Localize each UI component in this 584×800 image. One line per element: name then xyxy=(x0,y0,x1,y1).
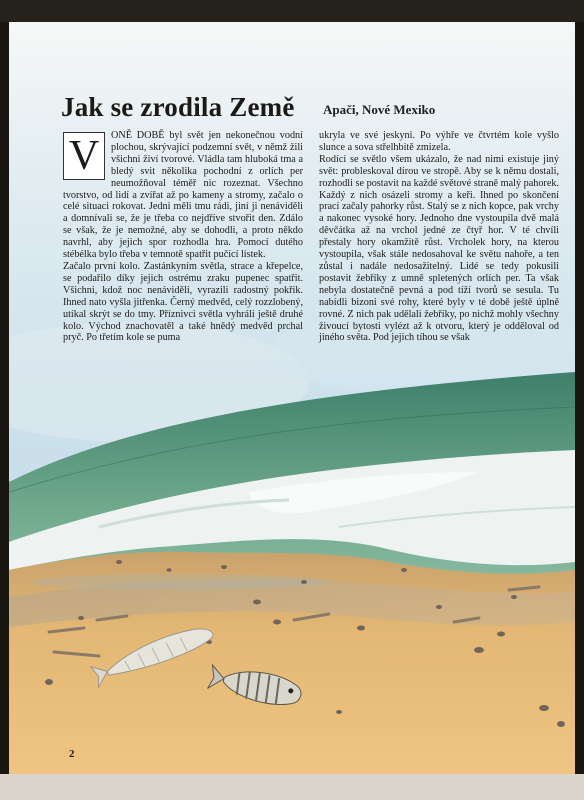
paragraph: Začalo první kolo. Zastánkyním světla, strace a křepelce, se podařilo díky jejich ostrému zraku pupenec spatřit. Všichni, kdož noc nenáviděli, vyrazili radostný pokřik. Ihned nato vyšla jitřenka. Černý medvěd, celý rozzlobený, utíkal skrýt se do tmy. Příznivci světla vyhráli ještě druhé kolo. Východ znachovatěl a také hnědý medvěd prchal pryč. Po třetím kole se puma xyxy=(63,260,303,344)
story-title: Jak se zrodila Země xyxy=(61,92,295,122)
drop-cap: V xyxy=(63,132,105,180)
scan-border-top xyxy=(0,0,584,22)
paragraph: Rodící se světlo všem ukázalo, že nad nimi existuje jiný svět: probleskoval dírou ve stropě. Aby se k němu dostali, rozhodli se postavit na každé světové straně malý pahorek. Každý z nich osázeli stromy a keři. Ihned po skončení prací začaly pahorky růst. Stalý se z nich kopce, pak vrchy a nakonec vysoké hory. Jednoho dne vystoupila dvě malá děvčátka až na vrchol jedné ze čtyř hor. V té chvíli přestaly hory okamžitě růst. Vrcholek hory, na kterou vystoupila, však stále nedosahoval ke světu nahoře, a ten zůstal i nadále nedosažitelný. Lidé se tedy pokusili postavit žebříky z umně spletených orlích per. Ta však nebyla dostatečně pevná a pod tíží tvorů se sesula. Tu nabídli bizoni své rohy, které byly v té době ještě úplně rovné. Z nich pak udělali žebříky, po nichž mohly všechny živoucí bytosti vylézt až k otvoru, který je odděloval od jiného světa. Pod jejich tíhou se však xyxy=(319,153,559,344)
paragraph: ONĚ DOBĚ byl svět jen nekonečnou vodní plochou, skrývající podzemní svět, v němž žili všichni živí tvorové. Vládla tam hluboká tma a bledý svit několika pochodní z orlích per neumožňoval téměř nic rozeznat. Všechno tvorstvo, od lidí a zvířat až po kameny a stromy, začalo o celé situaci rokovat. Jedni měli tmu rádi, jiní ji nenáviděli a domnívali se, že je třeba co nejdříve stvořit den. Zdálo se však, že je nemožné, aby se dohodli, a proto někdo navrhl, aby jejich spor rozhodla hra. Pomocí dutého stébélka bylo třeba v temnotě spatřit pučící lístek. xyxy=(63,130,303,261)
paragraph: ukryla ve své jeskyni. Po výhře ve čtvrtém kole vyšlo slunce a sova střelhbitě zmizela. xyxy=(319,130,559,153)
story-source: Apači, Nové Mexiko xyxy=(323,102,436,117)
text-column-right xyxy=(319,130,559,344)
scan-border-bottom xyxy=(0,774,584,800)
book-page xyxy=(9,22,575,774)
text-column-left xyxy=(63,130,303,344)
page-number: 2 xyxy=(69,748,75,760)
